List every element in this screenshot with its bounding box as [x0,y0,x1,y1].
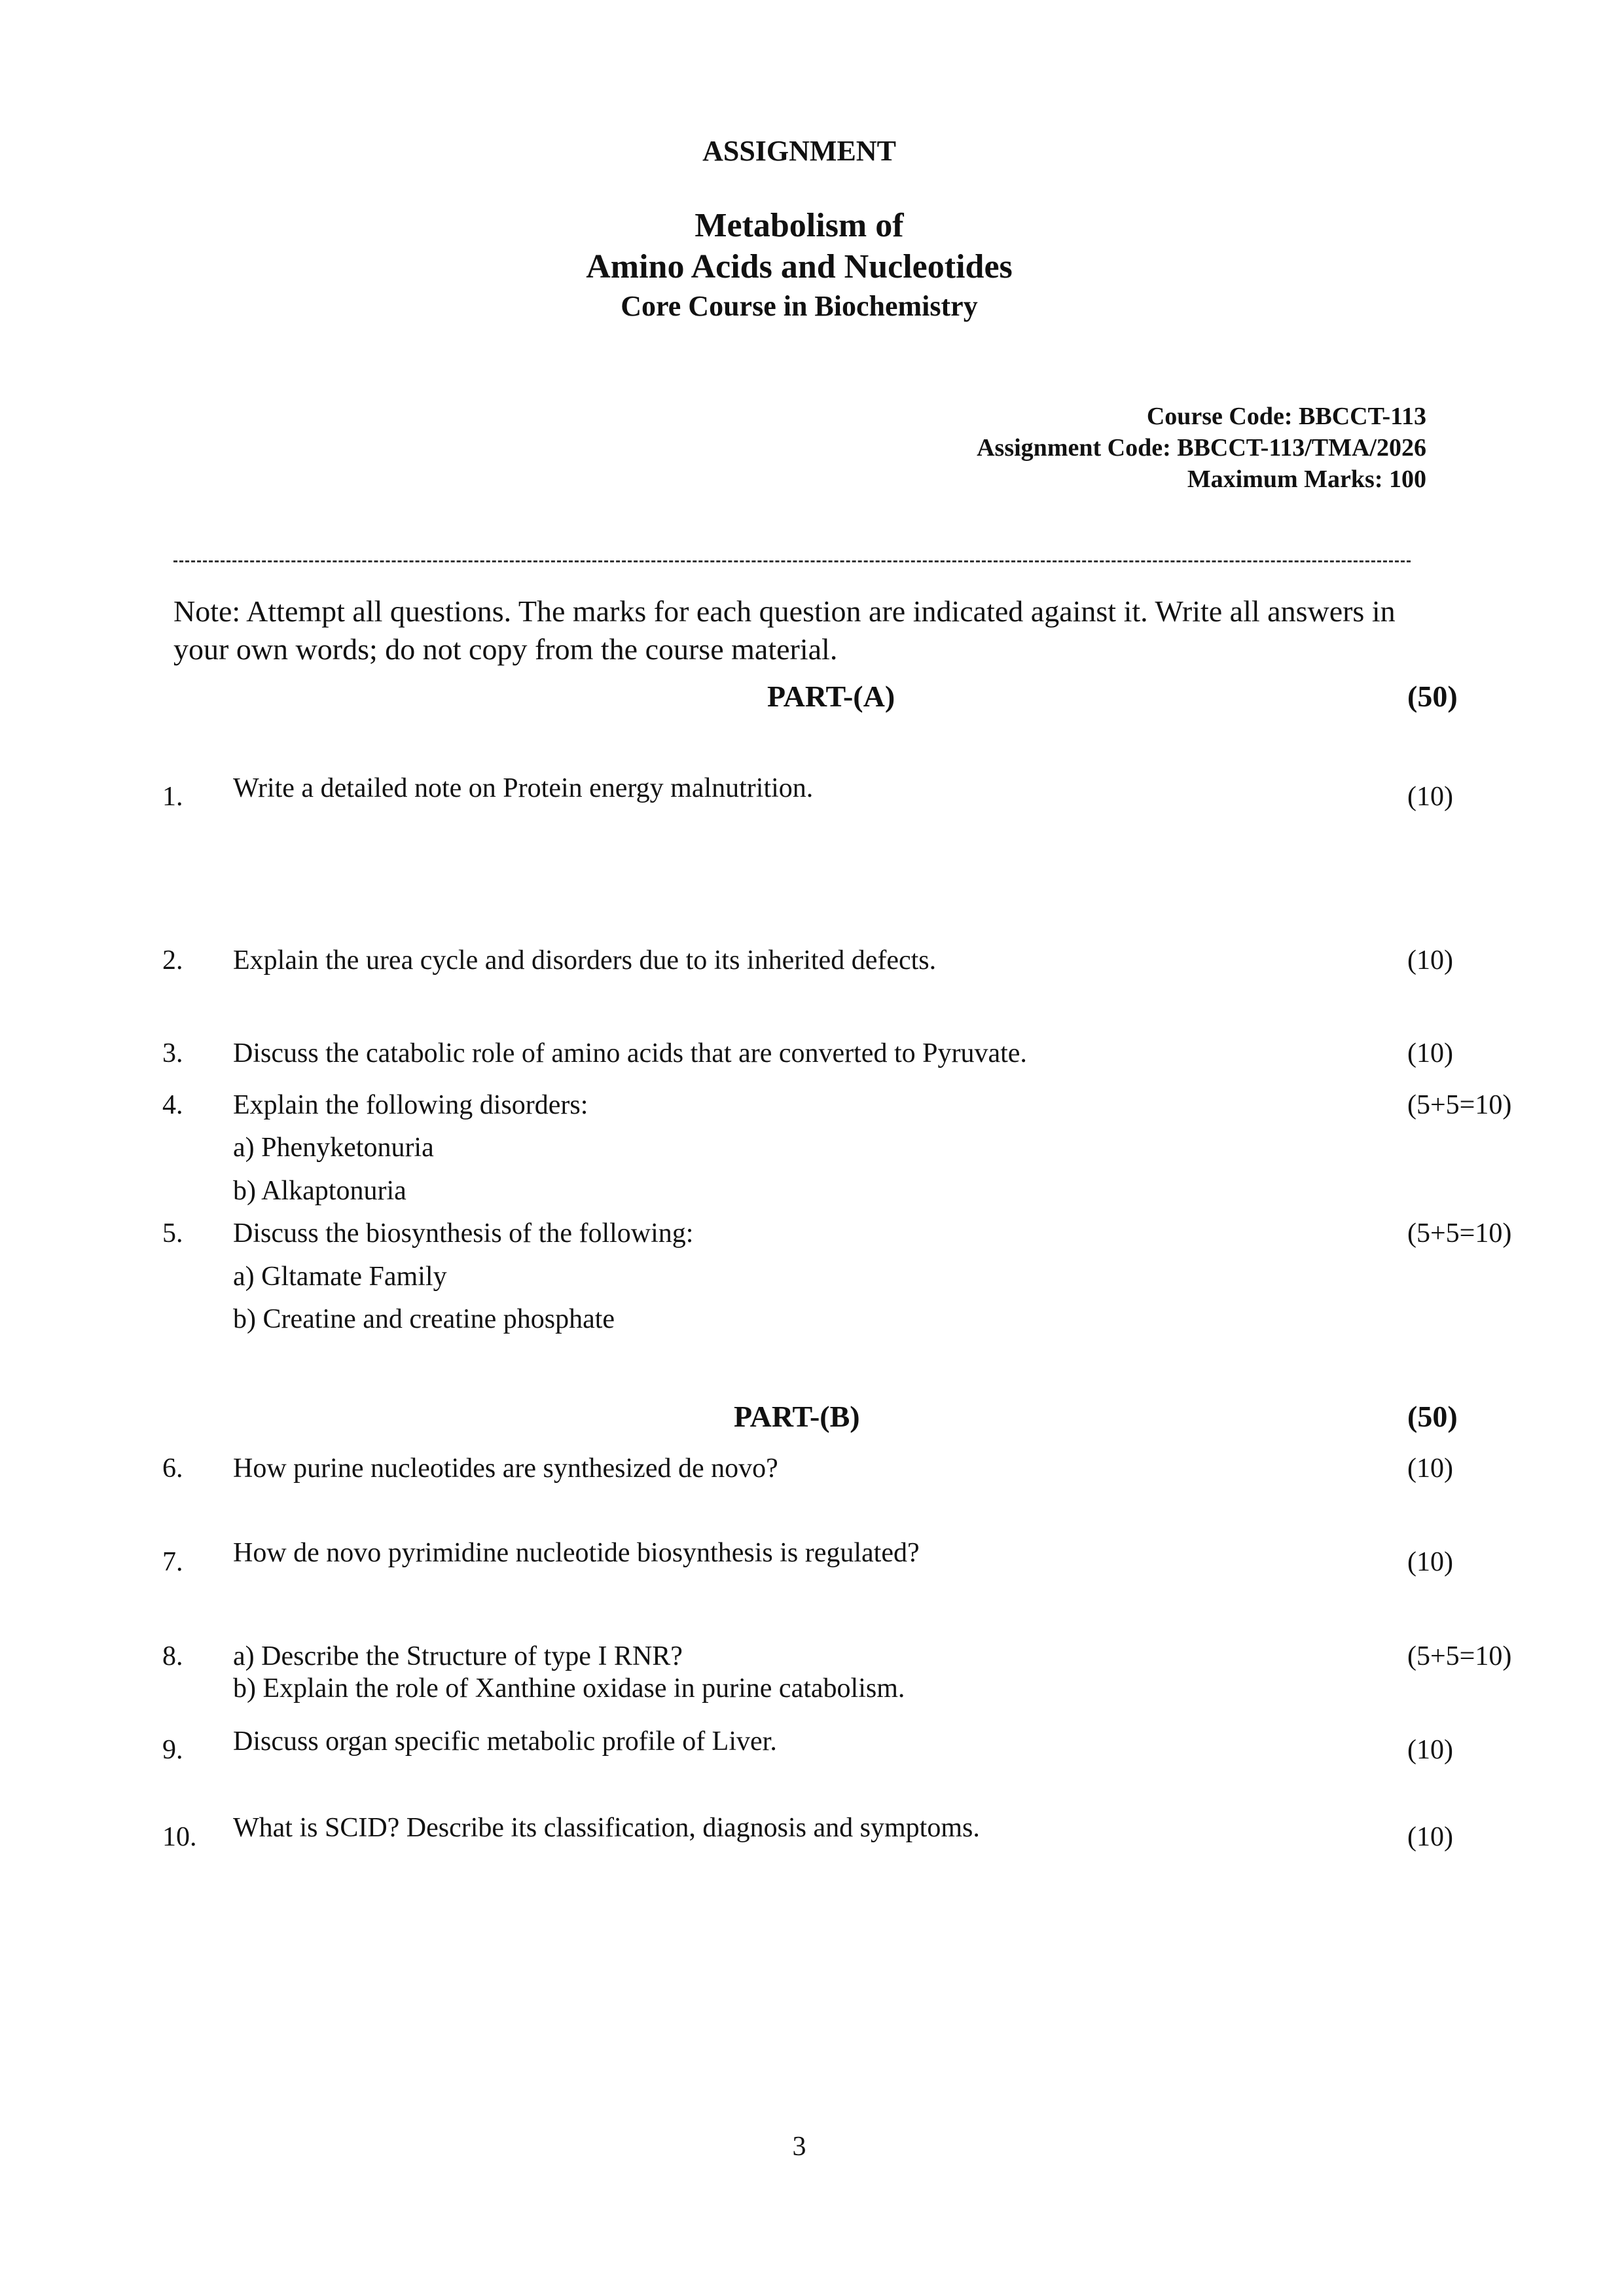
question-marks: (10) [1407,782,1453,812]
question-number: 5. [162,1218,183,1248]
assignment-code: Assignment Code: BBCCT-113/TMA/2026 [977,434,1426,462]
sub-question: a) Phenyketonuria [233,1133,434,1163]
question-text: a) Describe the Structure of type I RNR? [233,1641,683,1671]
assignment-label: ASSIGNMENT [702,135,896,167]
question-marks: (10) [1407,945,1453,975]
sub-question: b) Explain the role of Xanthine oxidase in purine catabolism. [233,1673,905,1704]
question-marks: (10) [1407,1822,1453,1852]
sub-question: b) Alkaptonuria [233,1176,406,1206]
question-text: Explain the following disorders: [233,1090,588,1120]
question-marks: (5+5=10) [1407,1641,1512,1671]
question-marks: (5+5=10) [1407,1218,1512,1248]
question-number: 2. [162,945,183,975]
question-marks: (10) [1407,1547,1453,1577]
question-number: 8. [162,1641,183,1671]
part-a-marks: (50) [1407,680,1458,713]
question-marks: (10) [1407,1038,1453,1068]
instructions-note: Note: Attempt all questions. The marks for each question are indicated against it. Write all answers in your own words; do not copy from the course material. [173,594,1396,666]
question-text: How purine nucleotides are synthesized de novo? [233,1453,778,1484]
course-subtitle: Core Course in Biochemistry [621,290,978,322]
question-number: 7. [162,1547,183,1577]
part-a-heading: PART-(A) [767,680,895,713]
course-code: Course Code: BBCCT-113 [1146,403,1426,430]
title-line-2: Amino Acids and Nucleotides [586,248,1013,285]
sub-question: b) Creatine and creatine phosphate [233,1304,615,1334]
question-number: 4. [162,1090,183,1120]
question-number: 10. [162,1822,197,1852]
maximum-marks: Maximum Marks: 100 [1187,465,1426,493]
part-b-heading: PART-(B) [734,1400,860,1433]
question-text: What is SCID? Describe its classification, diagnosis and symptoms. [233,1813,980,1843]
question-text: How de novo pyrimidine nucleotide biosynthesis is regulated? [233,1538,920,1568]
question-number: 9. [162,1735,183,1765]
part-b-marks: (50) [1407,1400,1458,1433]
question-text: Discuss organ specific metabolic profile of Liver. [233,1726,777,1757]
sub-question: a) Gltamate Family [233,1262,447,1292]
question-marks: (10) [1407,1453,1453,1484]
question-text: Write a detailed note on Protein energy malnutrition. [233,773,814,803]
question-number: 1. [162,782,183,812]
question-marks: (10) [1407,1735,1453,1765]
question-marks: (5+5=10) [1407,1090,1512,1120]
question-number: 6. [162,1453,183,1484]
page-number: 3 [792,2132,806,2162]
dashed-divider [173,560,1411,562]
question-number: 3. [162,1038,183,1068]
question-text: Discuss the biosynthesis of the following: [233,1218,694,1248]
question-text: Discuss the catabolic role of amino acids that are converted to Pyruvate. [233,1038,1027,1068]
question-text: Explain the urea cycle and disorders due to its inherited defects. [233,945,937,975]
title-line-1: Metabolism of [695,207,904,244]
